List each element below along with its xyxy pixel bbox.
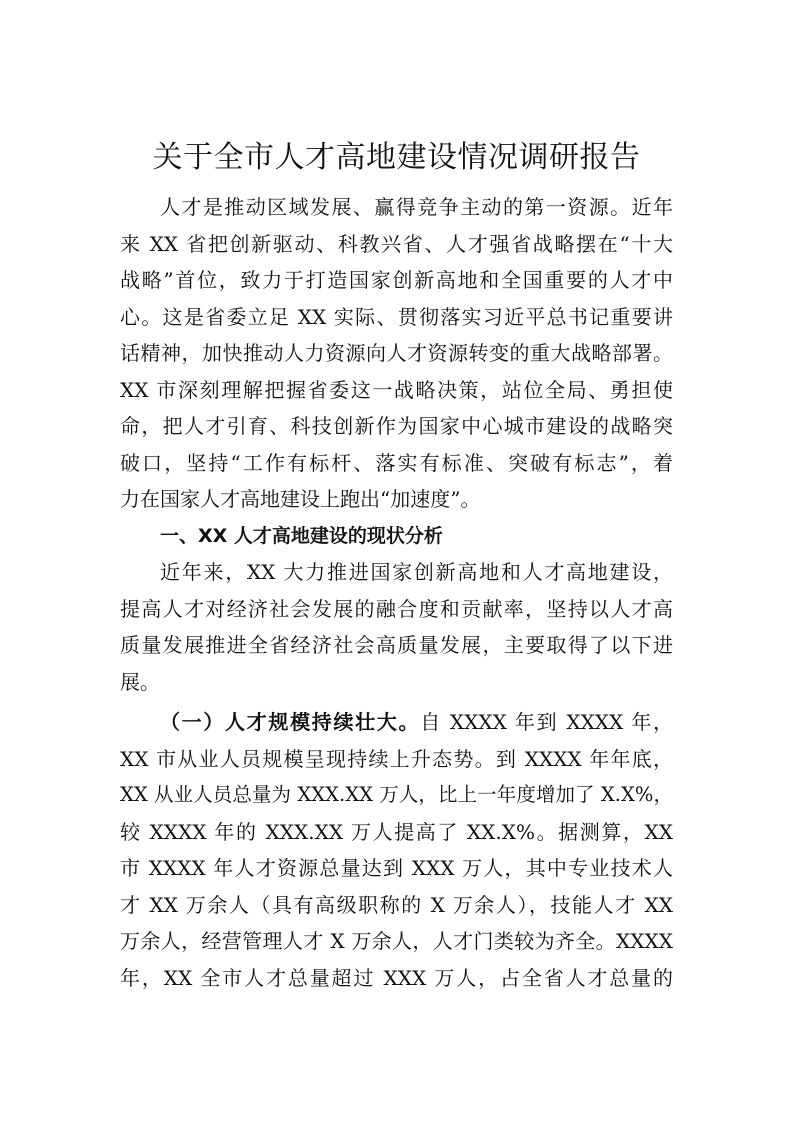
paragraph-1-line: 战略”首位，致力于打造国家创新高地和全国重要的人才中 xyxy=(120,268,673,292)
paragraph-1-line: XX 市深刻理解把握省委这一战略决策，站位全局、勇担使 xyxy=(120,377,673,402)
paragraph-3-line: 年，XX 全市人才总量超过 XXX 万人，占全省人才总量的 xyxy=(120,965,673,990)
paragraph-3-first-line-text: 自 XXXX 年到 XXXX 年， xyxy=(420,710,674,734)
paragraph-1-line: 破口，坚持“工作有标杆、落实有标准、突破有标志”，着 xyxy=(120,450,673,475)
paragraph-1-line: 命，把人才引育、科技创新作为国家中心城市建设的战略突 xyxy=(120,414,673,438)
paragraph-3-line: 市 XXXX 年人才资源总量达到 XXX 万人，其中专业技术人 xyxy=(120,856,673,880)
paragraph-2-line: 提高人才对经济社会发展的融合度和贡献率，坚持以人才高 xyxy=(120,596,673,621)
subsection-heading: （一）人才规模持续壮大。 xyxy=(160,710,421,734)
paragraph-2-line: 展。 xyxy=(120,669,160,694)
paragraph-3-line: XX 市从业人员规模呈现持续上升态势。到 XXXX 年年底， xyxy=(120,746,673,771)
paragraph-2-line: 质量发展推进全省经济社会高质量发展，主要取得了以下进 xyxy=(120,633,673,657)
paragraph-1-line: 心。这是省委立足 XX 实际、贯彻落实习近平总书记重要讲 xyxy=(120,304,673,329)
document-title: 关于全市人才高地建设情况调研报告 xyxy=(152,140,641,175)
paragraph-3-first-line xyxy=(120,704,673,741)
paragraph-1-line: 来 XX 省把创新驱动、科教兴省、人才强省战略摆在“十大 xyxy=(120,231,673,256)
paragraph-2-line: 近年来，XX 大力推进国家创新高地和人才高地建设， xyxy=(160,560,673,584)
paragraph-1-line: 话精神，加快推动人力资源向人才资源转变的重大战略部署。 xyxy=(120,341,673,365)
paragraph-3-line: XX 从业人员总量为 XXX.XX 万人，比上一年度增加了 X.X%， xyxy=(120,783,673,806)
paragraph-3-line: 较 XXXX 年的 XXX.XX 万人提高了 XX.X%。据测算，XX xyxy=(120,819,673,844)
paragraph-3-line: 万余人，经营管理人才 X 万余人，人才门类较为齐全。XXXX xyxy=(120,929,673,953)
section-heading: 一、XX 人才高地建设的现状分析 xyxy=(160,524,443,547)
paragraph-1-line: 力在国家人才高地建设上跑出“加速度”。 xyxy=(120,487,481,511)
document-body xyxy=(120,189,673,996)
paragraph-3-line: 才 XX 万余人（具有高级职称的 X 万余人），技能人才 XX xyxy=(120,892,673,917)
paragraph-1-line: 人才是推动区域发展、赢得竞争主动的第一资源。近年 xyxy=(160,195,673,219)
